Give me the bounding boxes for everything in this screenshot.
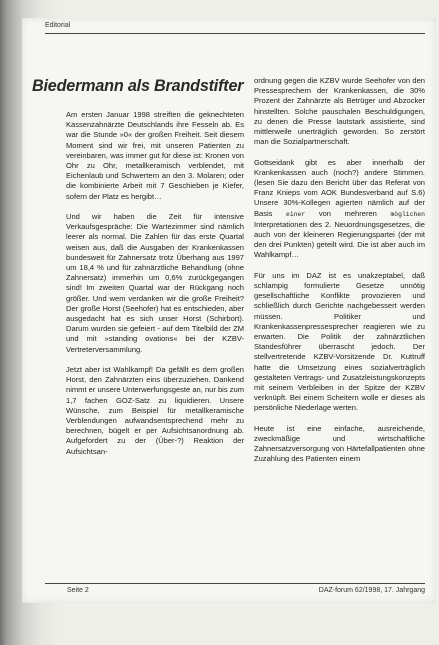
paragraph: Für uns im DAZ ist es unakzeptabel, daß schlampig formulierte Gesetze unnötig gesellschaftliche Konflikte provozieren und schließlich durch Gerichte nachgebessert werden müssen. Politiker und Krankenkassenpressesprecher reagieren wie zu erwarten. Die Politik der zahnärztlichen Standesführer überrascht jedoch. Der stellvertretende KZBV-Vorsitzende Dr. Kuttruff hatte die Umsetzung eines sozialverträglich gestalteten Vertrags- und Zusatzleistungskonzepts mit seinem Verbleiben in der Spitze der KZBV verknüpft. Bei einem Scheitern wolle er dieses als persönliche Niederlage werten. (254, 270, 425, 413)
paragraph: ordnung gegen die KZBV wurde Seehofer von den Pressesprechern der Krankenkassen, die 30% Prozent der Zahnärzte als Betrüger und Abzocker hinstellten. Solche pauschalen Beschuldigungen, zu denen die Presse lautstark assistierte, sind mittlerweile unerträglich geworden. So zerstört man die Sozialpartnerschaft. (254, 76, 425, 147)
issue-info: DAZ-forum 62/1998, 17. Jahrgang (318, 587, 425, 594)
emphasis-word: möglichen (390, 210, 425, 218)
section-label: Editorial (45, 22, 71, 29)
paragraph-text: Interpretationen des 2. Neuordnungsgesetzes, die auch von der kleineren Regierungspartei (der mit den drei Punkten) geteilt wird. Die ist aber auch im Wahlkampf… (254, 219, 425, 260)
emphasis-word: einer (286, 210, 306, 218)
page-number: Seite 2 (67, 587, 89, 594)
paragraph: Am ersten Januar 1998 streiften die geknechteten Kassenzahnärzte Deutschlands ihre Fesseln ab. Es war die Stunde »0« der großen Freiheit. Seit diesem Moment sind wir frei, mit unseren Patienten zu vereinbaren, was immer gut für diese ist: Kronen von Ohr zu Ohr, metallkeramisch verblendet, mit Eichenlaub und Schwertern an den 3. Molaren; oder die kombinierte Arbeit mit 7 Geschieben je Kiefer, sofern der Platz es hergibt… (66, 110, 244, 201)
paragraph: Und wir haben die Zeit für intensive Verkaufsgespräche: Die Wartezimmer sind nämlich leerer als normal. Die Zahlen für das erste Quartal weisen aus, daß die Ausgaben der Krankenkassen bundesweit für Zahnersatz trotz Überhang aus 1997 um 18,4 % und für zahnärztliche Behandlung (ohne Zahnersatz) immerhin um 0,6% zurückgegangen sind! Im zweiten Quartal war der Rückgang noch größer. Und wem verdanken wir die große Freiheit? Der große Horst (Seehofer) hat es entschieden, aber ausgedacht hat es sich unser Horst (Schirbort). Darum wurden sie gefeiert - auf dem Titelbild der ZM und mit »standing ovations« bei der KZBV-Vertreterversammlung. (66, 212, 244, 354)
paragraph: Jetzt aber ist Wahlkampf! Da gefällt es dem großen Horst, den Zahnärzten eins überzuziehen. Dankend nimmt er unsere Unterwerfungsgeste an, nur bis zum 1,7 fachen GOZ-Satz zu liquidieren. Unsere Wünsche, zum Beispiel für metallkeramische Verblendungen aufwandsentsprechend mehr zu berechnen, bügelt er per Aufsichtsanordnung ab. Aufgefordert zu der (Über-?) Reaktion der Aufsichtsan- (66, 365, 244, 456)
left-column (66, 110, 244, 467)
footer-rule (45, 583, 425, 584)
right-column (254, 76, 425, 475)
paragraph: Heute ist eine einfache, ausreichende, zweckmäßige und wirtschaftliche Zahnersatzversorgung von Härtefallpatienten ohne Zuzahlung des Patienten einem (254, 423, 425, 464)
paragraph-text: von mehreren (318, 208, 377, 218)
paragraph-lead: Gottseidank gibt es aber innerhalb der Krankenkassen auch (noch?) andere Stimmen. (lesen Sie dazu den Bericht über das Referat von Franz Knieps vom AOK Bundesverband auf S.6) Unsere 30%-Kollegen agierten nämlich auf der Basis (254, 157, 425, 218)
article-title: Biedermann als Brandstifter (32, 77, 244, 95)
header-rule (45, 33, 425, 34)
paragraph (254, 158, 425, 261)
